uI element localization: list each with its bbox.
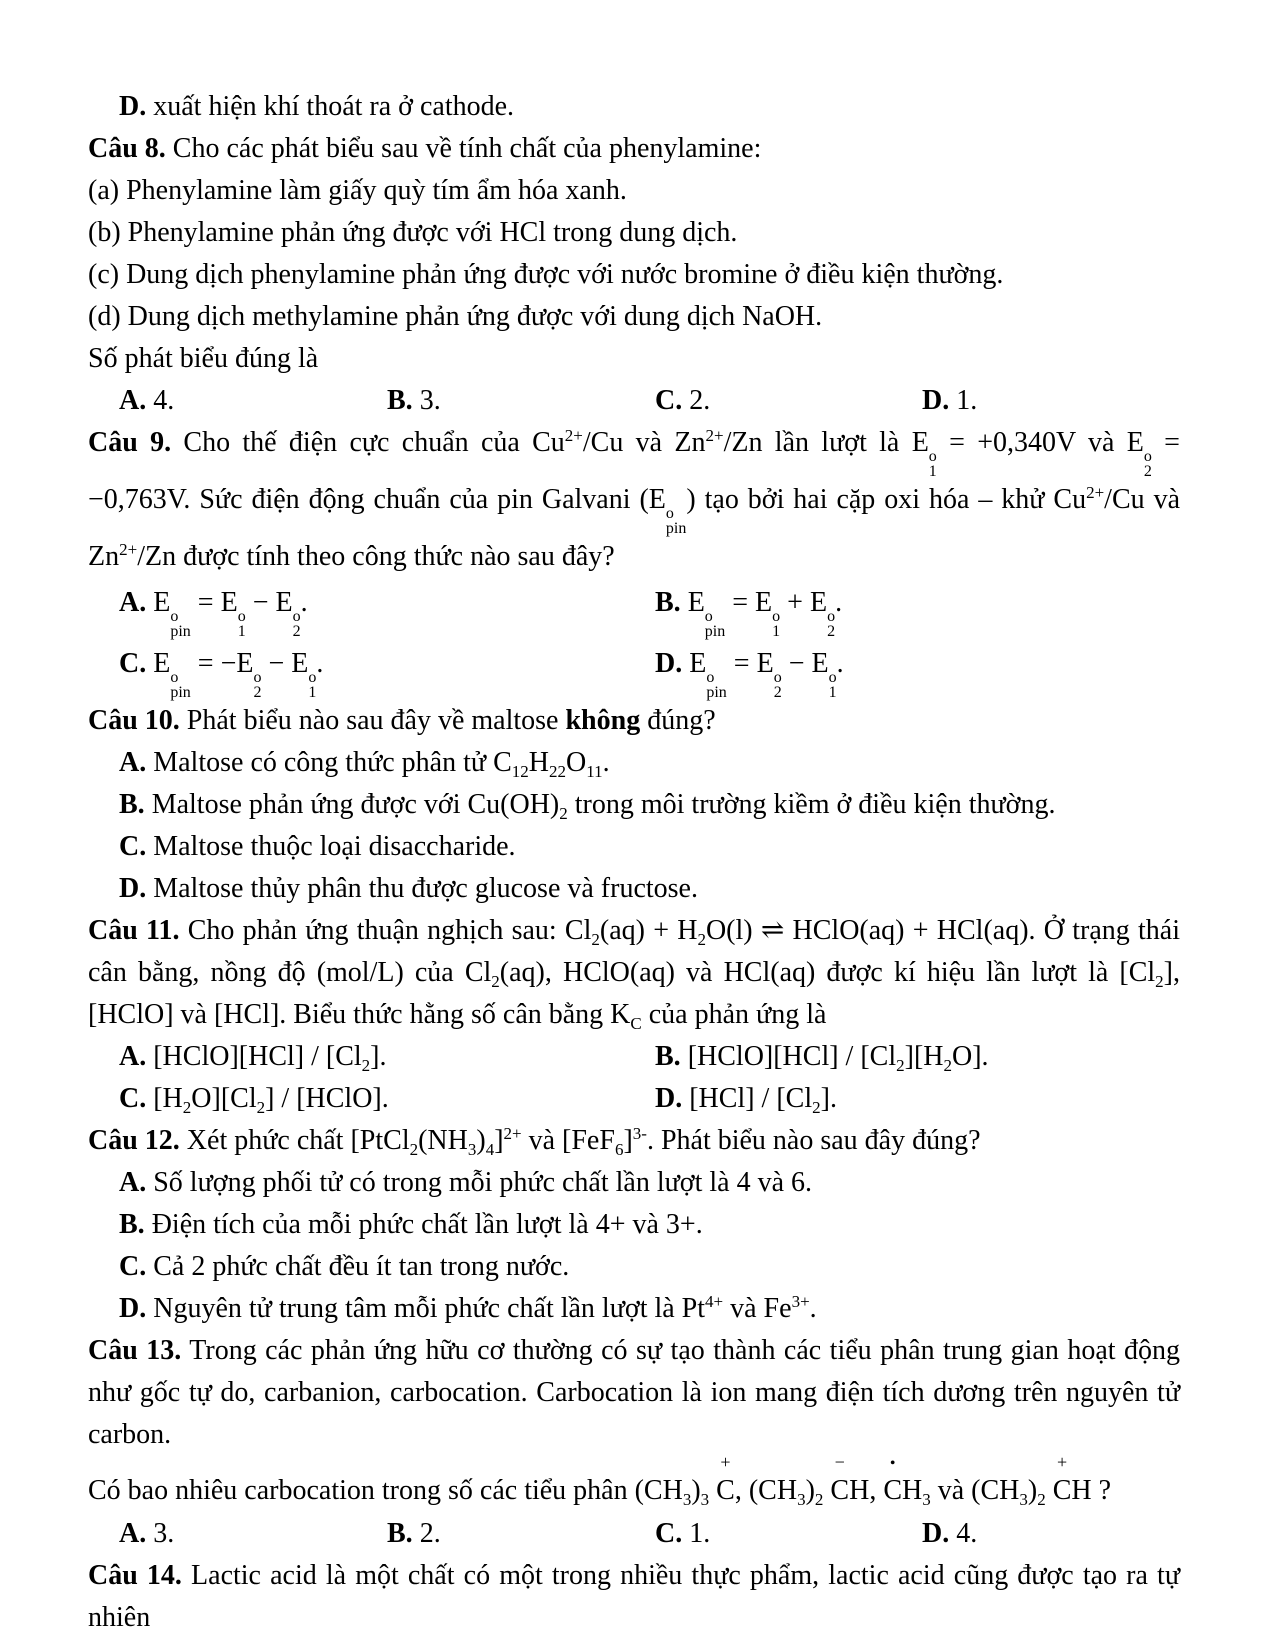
symbol-subsuperscript-stack	[829, 670, 837, 700]
question-8-stem: Câu 8. Cho các phát biểu sau về tính chất của phenylamine:	[88, 133, 762, 164]
e-standard-potential-symbol	[810, 578, 835, 639]
atom-symbol: C	[883, 1475, 903, 1506]
answer-option: C. $[H_2O][Cl_2]$ / [HClO].	[119, 1083, 389, 1117]
symbol-superscript: o	[665, 505, 674, 522]
atom-with-charge-mark	[716, 1452, 735, 1513]
answer-option-label: A.	[119, 1041, 147, 1072]
atom-symbol: C	[830, 1475, 850, 1506]
statement-b: (b) Phenylamine phản ứng được với HCl trong dung dịch.	[88, 217, 738, 248]
bold-text: Câu 11.	[88, 915, 180, 946]
subscript: 2	[943, 1056, 952, 1075]
symbol-base: E	[911, 427, 929, 458]
subscript: 2	[896, 1056, 905, 1075]
symbol-subscript: 1	[237, 623, 246, 640]
subscript: 2	[559, 804, 568, 823]
subscript: 3	[700, 1490, 710, 1509]
bold-text: Câu 12.	[88, 1125, 180, 1156]
symbol-subsuperscript-stack	[170, 609, 190, 639]
bold-text: D.	[119, 91, 147, 122]
symbol-subscript: pin	[170, 684, 191, 701]
answer-option: C. 1.	[655, 1518, 711, 1549]
answer-option-label: D.	[655, 1083, 683, 1114]
answer-option-line: C. Cả 2 phức chất đều ít tan trong nước.	[119, 1251, 570, 1282]
answer-option: B. 3.	[387, 385, 441, 416]
superscript: 2+	[119, 540, 138, 559]
symbol-superscript: o	[773, 669, 782, 686]
symbol-base: E	[236, 648, 254, 679]
question-14-stem: Câu 14. Lactic acid là một chất có một trong nhiều thực phẩm, lactic acid cũng được tạo ra tự nhiên	[88, 1560, 1181, 1633]
statement-d: (d) Dung dịch methylamine phản ứng được với dung dịch NaOH.	[88, 301, 823, 332]
symbol-subscript: 1	[828, 684, 837, 701]
symbol-subscript: 2	[253, 684, 262, 701]
e-standard-potential-symbol	[755, 578, 780, 639]
charge-mark: •	[889, 1455, 896, 1472]
subscript: 12	[511, 762, 529, 781]
subscript: C	[630, 1014, 642, 1033]
answer-option-line: D. xuất hiện khí thoát ra ở cathode.	[119, 91, 515, 122]
e-standard-potential-symbol	[153, 639, 191, 700]
bold-text: Câu 10.	[88, 705, 180, 736]
e-standard-potential-symbol	[689, 639, 727, 700]
bold-text: C.	[119, 831, 147, 862]
atom-with-charge-mark	[830, 1452, 850, 1513]
answer-option-label: C.	[119, 1083, 147, 1114]
question-9-stem: Câu 9. Cho thế điện cực chuẩn của $Cu^{2+}/Cu$ và $Zn^{2+}/Zn$ lần lượt là E o 1 = +0,340V và E o 2 = −0,763V. Sức điện động chuẩn của pin Galvani (E o pin ) tạo bởi hai cặp oxi hóa – khử $Cu^{2+}/Cu$ và $Zn^{2+}/Zn$ được tính theo công thức nào sau đây?	[88, 422, 1180, 578]
question-8-prompt: Số phát biểu đúng là	[88, 343, 319, 374]
subscript: 2	[256, 1098, 266, 1117]
symbol-subsuperscript-stack	[705, 609, 725, 639]
bold-text: D.	[119, 873, 147, 904]
subscript: 2	[1155, 972, 1164, 991]
symbol-superscript: o	[827, 608, 836, 625]
answer-option: B. [HClO][HCl] / $[Cl_2][H_2O]$.	[655, 1041, 989, 1075]
subscript: 22	[548, 762, 566, 781]
answer-option-label: D.	[922, 385, 950, 416]
bold-text: B.	[119, 789, 145, 820]
subscript: 2	[812, 1098, 821, 1117]
symbol-base: E	[648, 484, 666, 515]
bold-text: B.	[119, 1209, 145, 1240]
subscript: 2	[182, 1098, 192, 1117]
symbol-superscript: o	[170, 608, 179, 625]
answer-option-label: D.	[655, 648, 683, 679]
subscript: 2	[591, 930, 600, 949]
subscript: 11	[586, 762, 603, 781]
symbol-subscript: 2	[827, 623, 836, 640]
symbol-subsuperscript-stack	[170, 670, 190, 700]
answer-option-line: D. Maltose thủy phân thu được glucose và fructose.	[119, 873, 698, 904]
bold-text: Câu 9.	[88, 427, 172, 458]
question-11-stem: Câu 11. Cho phản ứng thuận nghịch sau: $Cl_2(aq) + H_2O(l)$ ⇌ HClO(aq) + HCl(aq). Ở trạng thái cân bằng, nồng độ (mol/L) của $Cl_2(aq)$, HClO(aq) và HCl(aq) được kí hiệu lần lượt là $[Cl_2]$, [HClO] và [HCl]. Biểu thức hằng số cân bằng $K_C$ của phản ứng là	[88, 915, 1180, 1033]
symbol-subsuperscript-stack	[293, 609, 301, 639]
e-standard-potential-symbol	[757, 639, 782, 700]
symbol-superscript: o	[706, 669, 715, 686]
symbol-superscript: o	[928, 448, 937, 465]
symbol-subscript: pin	[706, 684, 727, 701]
symbol-subsuperscript-stack	[772, 609, 780, 639]
answer-option-line: C. Maltose thuộc loại disaccharide.	[119, 831, 516, 862]
answer-option-label: A.	[119, 385, 147, 416]
subscript: 2	[409, 1140, 419, 1159]
superscript: 2+	[705, 426, 724, 445]
answer-option-label: B.	[387, 385, 413, 416]
symbol-subscript: 2	[292, 623, 301, 640]
symbol-subsuperscript-stack	[1144, 449, 1152, 479]
symbol-base: E	[220, 587, 238, 618]
answer-option-label: A.	[119, 587, 147, 618]
answer-option-line: B. Maltose phản ứng được với $Cu(OH)_2$ trong môi trường kiềm ở điều kiện thường.	[119, 789, 1056, 823]
symbol-base: E	[153, 648, 171, 679]
superscript: 4+	[705, 1292, 724, 1311]
symbol-superscript: o	[170, 669, 179, 686]
question-13-options	[88, 1513, 1180, 1555]
symbol-subscript: 2	[773, 684, 782, 701]
symbol-subsuperscript-stack	[774, 670, 782, 700]
bold-text: D.	[119, 1293, 147, 1324]
symbol-subscript: pin	[170, 623, 191, 640]
statement-a: (a) Phenylamine làm giấy quỳ tím ẩm hóa xanh.	[88, 175, 627, 206]
bold-text: Câu 14.	[88, 1560, 182, 1591]
e-standard-potential-symbol	[649, 479, 687, 536]
answer-option-line: A. Số lượng phối tử có trong mỗi phức chất lần lượt là 4 và 6.	[119, 1167, 813, 1198]
superscript: 3+	[791, 1292, 810, 1311]
symbol-superscript: o	[1143, 448, 1152, 465]
atom-symbol: C	[1052, 1475, 1072, 1506]
question-11-options-ab	[88, 1036, 1180, 1078]
e-standard-potential-symbol	[221, 578, 246, 639]
answer-option-line: B. Điện tích của mỗi phức chất lần lượt là 4+ và 3+.	[119, 1209, 703, 1240]
subscript: 6	[614, 1140, 624, 1159]
answer-option: D. $[HCl] / [Cl_2]$.	[655, 1083, 837, 1117]
bold-text: Câu 13.	[88, 1335, 182, 1366]
question-9-options-ab	[88, 578, 1180, 639]
symbol-base: E	[756, 648, 774, 679]
e-standard-potential-symbol	[688, 578, 726, 639]
charge-mark: −	[834, 1452, 845, 1472]
symbol-subscript: 1	[772, 623, 781, 640]
e-standard-potential-symbol	[912, 422, 937, 479]
subscript: 4	[485, 1140, 495, 1159]
bold-text: A.	[119, 747, 147, 778]
e-standard-potential-symbol	[236, 639, 261, 700]
answer-option: A. 3.	[119, 1518, 175, 1549]
symbol-subsuperscript-stack	[827, 609, 835, 639]
symbol-subscript: 1	[308, 684, 317, 701]
superscript: 2+	[564, 426, 583, 445]
answer-option-label: C.	[655, 385, 683, 416]
symbol-superscript: o	[292, 608, 301, 625]
symbol-base: E	[153, 587, 171, 618]
bold-text: C.	[119, 1251, 147, 1282]
symbol-subsuperscript-stack	[666, 506, 686, 536]
answer-option-label: D.	[922, 1518, 950, 1549]
charge-mark: +	[1057, 1452, 1068, 1472]
subscript: 3	[1019, 1490, 1028, 1509]
symbol-superscript: o	[253, 669, 262, 686]
e-standard-potential-symbol	[276, 578, 301, 639]
e-standard-potential-symbol	[291, 639, 316, 700]
symbol-superscript: o	[237, 608, 246, 625]
question-13-stem: Câu 13. Trong các phản ứng hữu cơ thường có sự tạo thành các tiểu phân trung gian hoạt động như gốc tự do, carbanion, carbocation. Carbocation là ion mang điện tích dương trên nguyên tử carbon.	[88, 1335, 1181, 1450]
symbol-base: E	[811, 648, 829, 679]
answer-option-label: B.	[655, 1041, 681, 1072]
symbol-subsuperscript-stack	[706, 670, 726, 700]
bold-text: không	[565, 705, 641, 736]
question-9-options-cd	[88, 639, 1180, 700]
subscript: 2	[491, 972, 500, 991]
superscript: 2+	[1086, 483, 1105, 502]
symbol-subscript: pin	[665, 520, 687, 537]
symbol-base: E	[755, 587, 773, 618]
symbol-base: E	[275, 587, 293, 618]
subscript: 3	[922, 1490, 931, 1509]
subscript: 2	[1037, 1490, 1046, 1509]
answer-option: C. 2.	[655, 385, 711, 416]
symbol-subsuperscript-stack	[308, 670, 316, 700]
question-13-formula-line: Có bao nhiêu carbocation trong số các tiểu phân $(CH_3)_3$ C + , $(CH_3)_2$ C − H, C • $H_3$ và $(CH_3)_2$ C + H ?	[88, 1456, 1180, 1513]
subscript: 2	[814, 1490, 824, 1509]
question-10-stem: Câu 10. Phát biểu nào sau đây về maltose không đúng?	[88, 705, 716, 736]
symbol-subsuperscript-stack	[238, 609, 246, 639]
answer-option-label: A.	[119, 1518, 147, 1549]
symbol-superscript: o	[828, 669, 837, 686]
question-12-stem: Câu 12. Xét phức chất $[PtCl_2(NH_3)_4]^{2+}$ và $[FeF_6]^{3-}$. Phát biểu nào sau đây đúng?	[88, 1124, 981, 1159]
question-11-options-cd	[88, 1078, 1180, 1120]
symbol-subscript: 1	[928, 463, 937, 480]
symbol-base: E	[689, 648, 707, 679]
answer-option: A. 4.	[119, 385, 175, 416]
answer-option: B. E o pin = E o 1 + E o 2 .	[655, 578, 1180, 639]
subscript: 3	[797, 1490, 806, 1509]
subscript: 2	[697, 930, 706, 949]
answer-option-label: C.	[119, 648, 147, 679]
charge-mark: +	[720, 1452, 731, 1472]
answer-option: D. E o pin = E o 2 − E o 1 .	[655, 639, 1180, 700]
bold-text: A.	[119, 1167, 147, 1198]
symbol-base: E	[1126, 427, 1144, 458]
answer-option-label: B.	[387, 1518, 413, 1549]
superscript: 2+	[503, 1124, 522, 1143]
e-standard-potential-symbol	[1127, 422, 1152, 479]
e-standard-potential-symbol	[153, 578, 191, 639]
answer-option: C. E o pin = −E o 2 − E o 1 .	[119, 639, 655, 700]
answer-option: D. 4.	[922, 1518, 978, 1549]
atom-symbol: C	[716, 1475, 735, 1506]
subscript: 3	[682, 1490, 692, 1509]
symbol-subscript: pin	[704, 623, 726, 640]
symbol-subscript: 2	[1143, 463, 1152, 480]
atom-with-charge-mark	[883, 1455, 903, 1513]
subscript: 2	[361, 1056, 371, 1075]
answer-option: D. 1.	[922, 385, 978, 416]
answer-option: A. [HClO][HCl] / $[Cl_2]$.	[119, 1041, 387, 1075]
symbol-superscript: o	[308, 669, 317, 686]
symbol-base: E	[809, 587, 828, 618]
answer-option-line: A. Maltose có công thức phân tử $C_{12}H_{22}O_{11}$.	[119, 747, 610, 781]
e-standard-potential-symbol	[812, 639, 837, 700]
answer-option-label: B.	[655, 587, 681, 618]
symbol-base: E	[291, 648, 309, 679]
atom-with-charge-mark	[1052, 1452, 1072, 1513]
answer-option-label: C.	[655, 1518, 683, 1549]
subscript: 3	[467, 1140, 477, 1159]
answer-option-line: D. Nguyên tử trung tâm mỗi phức chất lần lượt là $Pt^{4+}$ và $Fe^{3+}$.	[119, 1292, 817, 1324]
bold-text: Câu 8.	[88, 133, 166, 164]
symbol-superscript: o	[772, 608, 781, 625]
symbol-superscript: o	[704, 608, 713, 625]
statement-c: (c) Dung dịch phenylamine phản ứng được với nước bromine ở điều kiện thường.	[88, 259, 1004, 290]
symbol-base: E	[687, 587, 705, 618]
superscript: 3-	[632, 1124, 647, 1143]
symbol-subsuperscript-stack	[929, 449, 937, 479]
question-8-options	[88, 380, 1180, 422]
answer-option: B. 2.	[387, 1518, 441, 1549]
symbol-subsuperscript-stack	[254, 670, 262, 700]
answer-option: A. E o pin = E o 1 − E o 2 .	[119, 578, 655, 639]
